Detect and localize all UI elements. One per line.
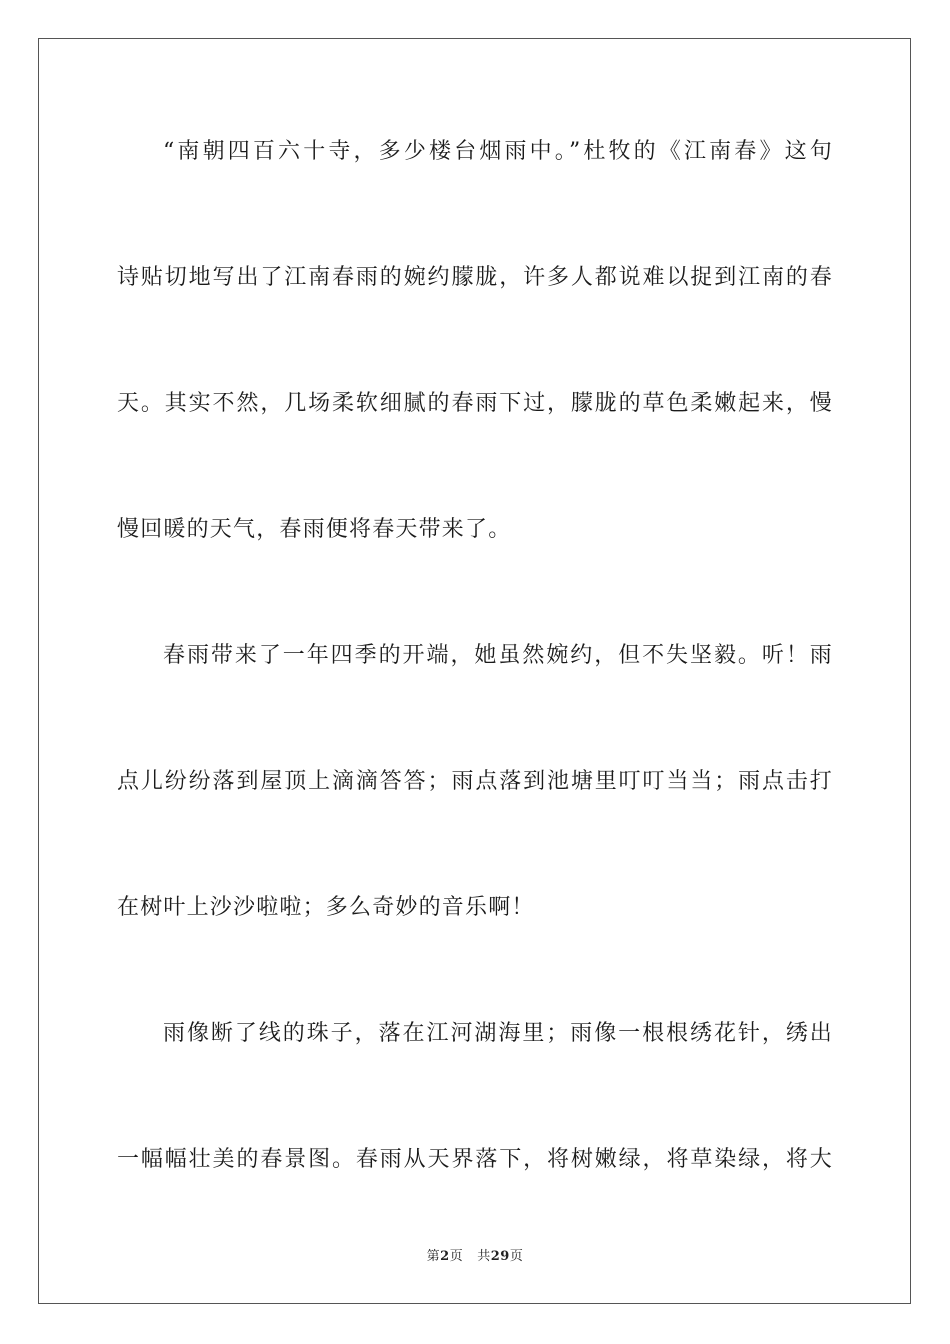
paragraph-3-line-2: 一幅幅壮美的春景图。春雨从天界落下，将树嫩绿，将草染绿，将大: [117, 1147, 833, 1172]
paragraph-3-line-1: 雨像断了线的珠子，落在江河湖海里；雨像一根根绣花针，绣出: [163, 1021, 833, 1046]
body-text: [117, 120, 833, 1254]
page-footer: [0, 1245, 950, 1264]
page-prefix: 第: [426, 1249, 441, 1264]
paragraph-1-line-2: 诗贴切地写出了江南春雨的婉约朦胧，许多人都说难以捉到江南的春: [117, 265, 833, 290]
total-prefix: 共: [477, 1249, 491, 1264]
paragraph-2-line-2: 点儿纷纷落到屋顶上滴滴答答；雨点落到池塘里叮叮当当；雨点击打: [117, 769, 833, 794]
paragraph-1-line-1: “南朝四百六十寺，多少楼台烟雨中。”杜牧的《江南春》这句: [163, 139, 833, 164]
page-total-number: 29: [490, 1249, 510, 1264]
page-unit: 页: [449, 1249, 464, 1264]
paragraph-2-line-1: 春雨带来了一年四季的开端，她虽然婉约，但不失坚毅。听！雨: [163, 643, 833, 668]
paragraph-2-line-3: 在树叶上沙沙啦啦；多么奇妙的音乐啊！: [117, 895, 535, 920]
total-unit: 页: [509, 1249, 524, 1264]
paragraph-1-line-4: 慢回暖的天气，春雨便将春天带来了。: [117, 517, 512, 542]
paragraph-1-line-3: 天。其实不然，几场柔软细腻的春雨下过，朦胧的草色柔嫩起来，慢: [117, 391, 833, 416]
page-current-number: 2: [440, 1249, 450, 1264]
